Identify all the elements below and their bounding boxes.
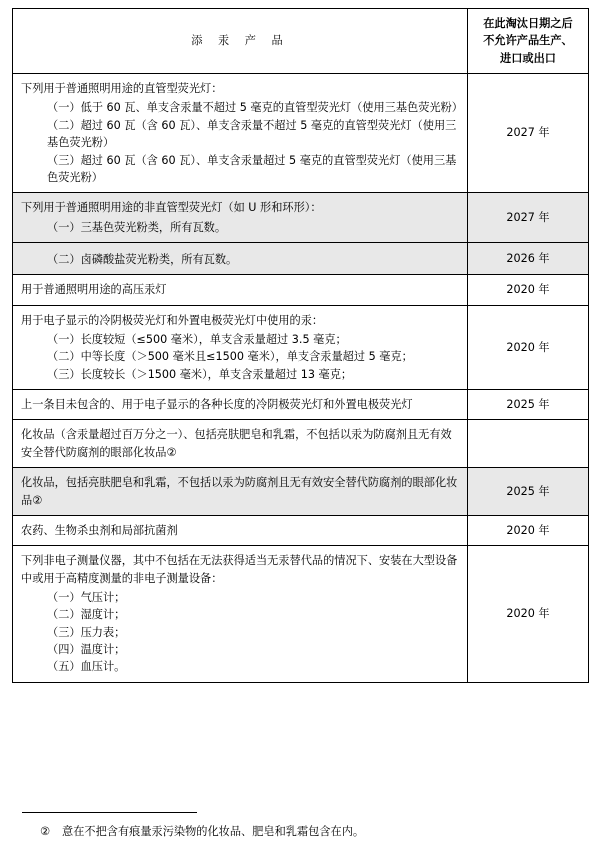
product-lead: 下列用于普通照明用途的非直管型荧光灯（如 U 形和环形）： [21,201,322,215]
table-row [13,305,589,389]
table-row [13,275,589,305]
list-item: （二）湿度计； [47,608,126,622]
list-item: （二）超过 60 瓦（含 60 瓦）、单支含汞量不超过 5 毫克的直管型荧光灯（使用三基色荧光粉） [47,118,457,150]
table-row [13,242,589,274]
header-phaseout-date [468,9,589,74]
footnote [12,812,588,841]
phaseout-date-cell: 2026 年 [468,242,589,274]
list-item: （一）气压计； [47,590,126,604]
list-item: （四）温度计； [47,643,126,657]
table-row [13,390,589,420]
list-item: （一）低于 60 瓦、单支含汞量不超过 5 毫克的直管型荧光灯（使用三基色荧光粉） [47,101,463,115]
table-header-row [13,9,589,74]
list-item: （一）长度较短（≤500 毫米），单支含汞量超过 3.5 毫克； [47,333,347,347]
product-cell [13,74,468,193]
list-item: （三）长度较长（＞1500 毫米），单支含汞量超过 13 毫克； [47,367,353,381]
product-cell [13,390,468,420]
phaseout-date-cell: 2020 年 [468,515,589,545]
mercury-products-table [12,8,589,683]
product-item-list [21,99,463,186]
list-item: （二）卤磷酸盐荧光粉类，所有瓦数。 [47,252,238,266]
product-item-list [21,331,459,383]
product-cell [13,275,468,305]
list-item: （五）血压计。 [47,660,126,674]
phaseout-date-cell: 2020 年 [468,275,589,305]
table-row [13,546,589,683]
product-item-list [21,589,459,676]
table-row [13,74,589,193]
phaseout-date-cell: 2025 年 [468,390,589,420]
product-lead: 下列用于普通照明用途的直管型荧光灯： [21,82,223,96]
product-cell [13,468,468,516]
phaseout-date-cell: 2020 年 [468,305,589,389]
product-cell [13,242,468,274]
footnote-divider [22,812,197,813]
product-lead: 化妆品，包括亮肤肥皂和乳霜，不包括以汞为防腐剂且无有效安全替代防腐剂的眼部化妆品② [21,476,458,507]
table-row [13,193,589,243]
list-item: （三）压力表； [47,625,126,639]
phaseout-date-cell: 2020 年 [468,546,589,683]
product-lead: 农药、生物杀虫剂和局部抗菌剂 [21,523,178,537]
product-cell [13,546,468,683]
product-lead: 用于电子显示的冷阴极荧光灯和外置电极荧光灯中使用的汞： [21,313,324,327]
product-lead: 用于普通照明用途的高压汞灯 [21,283,167,297]
product-lead: 化妆品（含汞量超过百万分之一）、包括亮肤肥皂和乳霜，不包括以汞为防腐剂且无有效安全替代防腐剂的眼部化妆品② [21,428,452,459]
list-item: （三）超过 60 瓦（含 60 瓦）、单支含汞量超过 5 毫克的直管型荧光灯（使用三基色荧光粉） [47,153,457,184]
product-lead: 上一条目未包含的、用于电子显示的各种长度的冷阴极荧光灯和外置电极荧光灯 [21,398,413,412]
phaseout-date-cell: 2027 年 [468,74,589,193]
footnote-marker: ② [40,825,51,839]
table-body [13,74,589,683]
product-item-list [21,219,459,236]
table-header [13,9,589,74]
footnote-text: 意在不把含有痕量汞污染物的化妆品、肥皂和乳霜包含在内。 [62,825,365,839]
product-lead: 下列非电子测量仪器，其中不包括在无法获得适当无汞替代品的情况下、安装在大型设备中或用于高精度测量的非电子测量设备： [21,554,458,585]
table-row [13,468,589,516]
phaseout-date-cell: 2025 年 [468,468,589,516]
list-item: （一）三基色荧光粉类，所有瓦数。 [47,220,227,234]
list-item: （二）中等长度（＞500 毫米且≤1500 毫米），单支含汞量超过 5 毫克； [47,350,413,364]
header-phaseout-line-2: 不允许产品生产、 [483,34,573,48]
product-item-list [21,251,459,268]
product-cell [13,515,468,545]
table-row [13,515,589,545]
footnote-body [12,823,588,841]
product-cell [13,305,468,389]
header-phaseout-line-1: 在此淘汰日期之后 [483,17,573,30]
header-products: 添 汞 产 品 [13,9,468,74]
product-cell [13,193,468,243]
phaseout-date-cell [468,420,589,468]
product-cell [13,420,468,468]
table-row [13,420,589,468]
header-phaseout-line-3: 进口或出口 [500,51,556,65]
phaseout-date-cell: 2027 年 [468,193,589,243]
